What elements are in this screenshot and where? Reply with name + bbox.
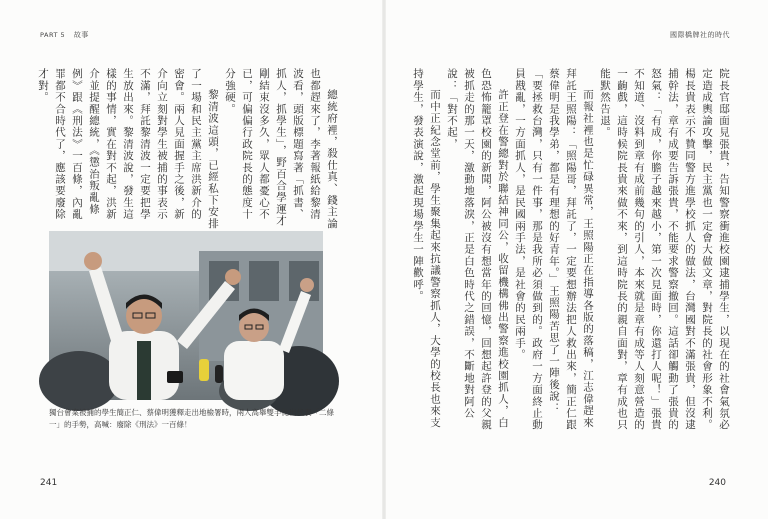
part-title: 故事 — [73, 31, 89, 39]
paragraph: 總統府裡，殺仕真、錢主論也都趕來了，李著報紙給黎清波看，頭版標題寫著「抓書、抓人，抓學生」，野百合學運才剛結束沒多久，眾人都憂心不已，可偏偏行政院長的態度十分強硬。 — [224, 68, 338, 230]
paragraph: 黎清波這頭，已經私下安排了一場和民主黨主席洪新介的密會。兩人見面握手之後，新介向立刻對學生被捕的事表示不滿，拜託黎清波一定要把學生放出來。黎清波說，發生這樣的事情，實在對不起，洪新介並提醒總統，《懲治叛亂條例》跟《刑法》一百條，內亂罪都不合時代了，應該要廢除才對。 — [37, 68, 219, 230]
page-number-right: 240 — [708, 478, 726, 488]
paragraph: 許正登在警總對於聯結神同公，收留機構佛出警察進校園抓人，白色恐怖籠罩校園的新聞，阿公被沒有想當年的回憶，回想起許登的父親被抓走的那一天，激動地落淚，正是白色時代之錯誤，不斷地對阿公說：「對不起， — [446, 68, 509, 431]
running-head-right — [670, 30, 730, 40]
part-number: PART 5 — [40, 31, 66, 39]
right-page-body — [412, 68, 732, 433]
page-number-left: 241 — [40, 478, 58, 488]
paragraph: 而中正紀念堂前，學生聚集起來抗議警察抓人，大學的校長也來支持學生，發表演說，激起現場學生一陣歡呼。 — [412, 68, 441, 429]
photo-illustration — [49, 231, 323, 400]
news-photo — [49, 231, 323, 400]
book-gutter — [382, 0, 386, 519]
book-title: 國際橋牌社的時代 — [670, 31, 730, 39]
photo-caption: 獨台會案被捕的學生簡正仁、蔡偉明獲釋走出地檢署時，兩人高舉雙手比出代表「二條一」的手勢，高喊：廢除《刑法》一百條！ — [49, 408, 334, 429]
paragraph: 而報社裡也是忙碌異常，王照陽正在指導各版的落稿，江志偉趕來拜託王照陽：「照陽哥，拜託了，一定要想辦法把人救出來，簡正仁跟蔡偉明是我學弟，都是有理想的好青年。」王照陽苦思了一陣後說：「要拯救台灣，只有一件事，那是我所必須做到的。政府一方面終止動員戡亂，一方面抓人，是民國兩手法，是社會的民兩手。 — [514, 68, 594, 431]
left-page-body — [37, 68, 340, 231]
running-head-left — [40, 30, 89, 40]
paragraph: 院長官邸面見張貴，告知警察衝進校園逮捕學生，以現在的社會氣氛必定造成輿論攻擊，民主黨也一定會大做文章，對院長的社會形象不利。楊長貴表示不贊同警方進學校抓人的做法，台灣國對不滿張貴，但沒逮捕幹法，章有成要告訴張貴，不能要求警察撤回。這話卻觸動了張貴的怒氣：「有成，你膽子越來越小，第一次見面時，你還打人呢！」張貴不知道、沒料到章有成前幾句的引人，本來就是章有成等人刻意營造的一齣戲，這時候院長貴來做不來，到這時院長的親自面對，章有成也只能默然告退。 — [599, 68, 730, 431]
